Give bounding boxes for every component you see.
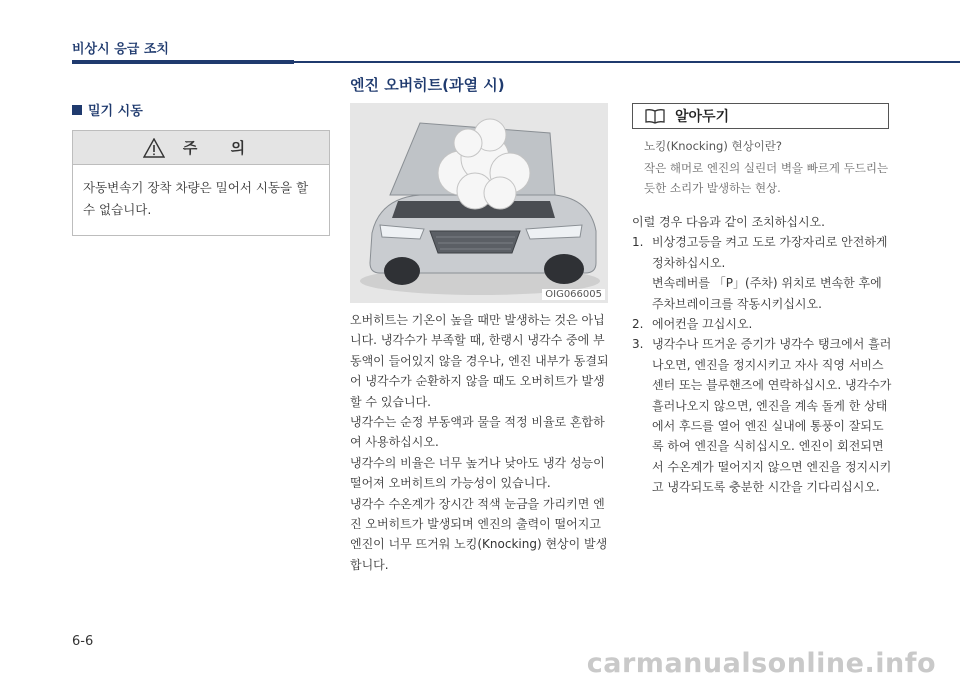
step-number: 3. [632,337,644,352]
square-bullet-icon [72,105,82,115]
note-text: 작은 해머로 엔진의 실린더 벽을 빠르게 두드리는 듯한 소리가 발생하는 현상. [644,161,889,195]
list-item [632,232,894,314]
overheating-car-figure [350,103,608,303]
sub-heading-text: 밀기 시동 [88,104,143,119]
note-box [632,103,889,129]
step-text: 비상경고등을 켜고 도로 가장자리로 안전하게 정차하십시오. [652,235,888,270]
section-title: 엔진 오버히트(과열 시) [350,76,505,94]
step-extra: 변속레버를 「P」(주차) 위치로 변속한 후에 주차브레이크를 작동시키십시오. [652,276,882,311]
caution-box [72,130,330,236]
body-paragraph: 오버히트는 기온이 높을 때만 발생하는 것은 아닙니다. 냉각수가 부족할 때, 한랭시 냉각수 중에 부동액이 들어있지 않을 경우나, 엔진 내부가 동결되어 냉각수가 순환하지 않을 때도 오버히트가 발생할 수 있습니다. [350,313,609,409]
body-paragraph: 냉각수의 비율은 너무 높거나 낮아도 냉각 성능이 떨어져 오버히트의 가능성이 있습니다. [350,455,605,491]
body-text [350,310,612,575]
body-paragraph: 냉각수는 순정 부동액과 물을 적정 비율로 혼합하여 사용하십시오. [350,415,605,450]
step-number: 2. [632,317,644,332]
page-number: 6-6 [72,634,94,649]
figure-code: OIG066005 [542,289,605,300]
step-number: 1. [632,235,644,250]
step-text: 냉각수나 뜨거운 증기가 냉각수 탱크에서 흘러나오면, 엔진을 정지시키고 자사 직영 서비스센터 또는 블루핸즈에 연락하십시오. 냉각수가 흘러나오지 않으면, 엔진을 계속 돌게 한 상태에서 후드를 열어 엔진 실내에 통풍이 잘되도록 하여 엔진을 식히십시오. 엔진이 회전되면서 수온계가 떨어지지 않으면 엔진을 정지시키고 냉각되도록 충분한 시간을 기다리십시오. [652,337,892,495]
steps-list [632,212,894,498]
note-label: 알아두기 [675,109,730,125]
body-paragraph: 냉각수 수온계가 장시간 적색 눈금을 가리키면 엔진 오버히트가 발생되며 엔진의 출력이 떨어지고 엔진이 너무 뜨거워 노킹(Knocking) 현상이 발생합니다. [350,496,608,572]
step-text: 에어컨을 끄십시오. [652,317,753,332]
warning-triangle-icon [143,138,165,158]
steps-intro: 이럴 경우 다음과 같이 조치하십시오. [632,215,825,229]
caution-header [73,131,329,165]
note-title: 노킹(Knocking) 현상이란? [644,139,783,153]
car-illustration [350,103,608,303]
list-item [632,334,894,497]
caution-text: 자동변속기 장착 차량은 밀어서 시동을 할 수 없습니다. [83,180,309,217]
caution-label: 주 의 [182,139,260,157]
sub-heading [72,100,143,119]
header-rule-thick [72,60,294,64]
open-book-icon [645,108,665,124]
watermark: carmanualsonline.info [586,648,936,679]
list-item [632,314,894,334]
header-rule-thin [294,61,960,63]
chapter-title: 비상시 응급 조치 [72,42,169,57]
